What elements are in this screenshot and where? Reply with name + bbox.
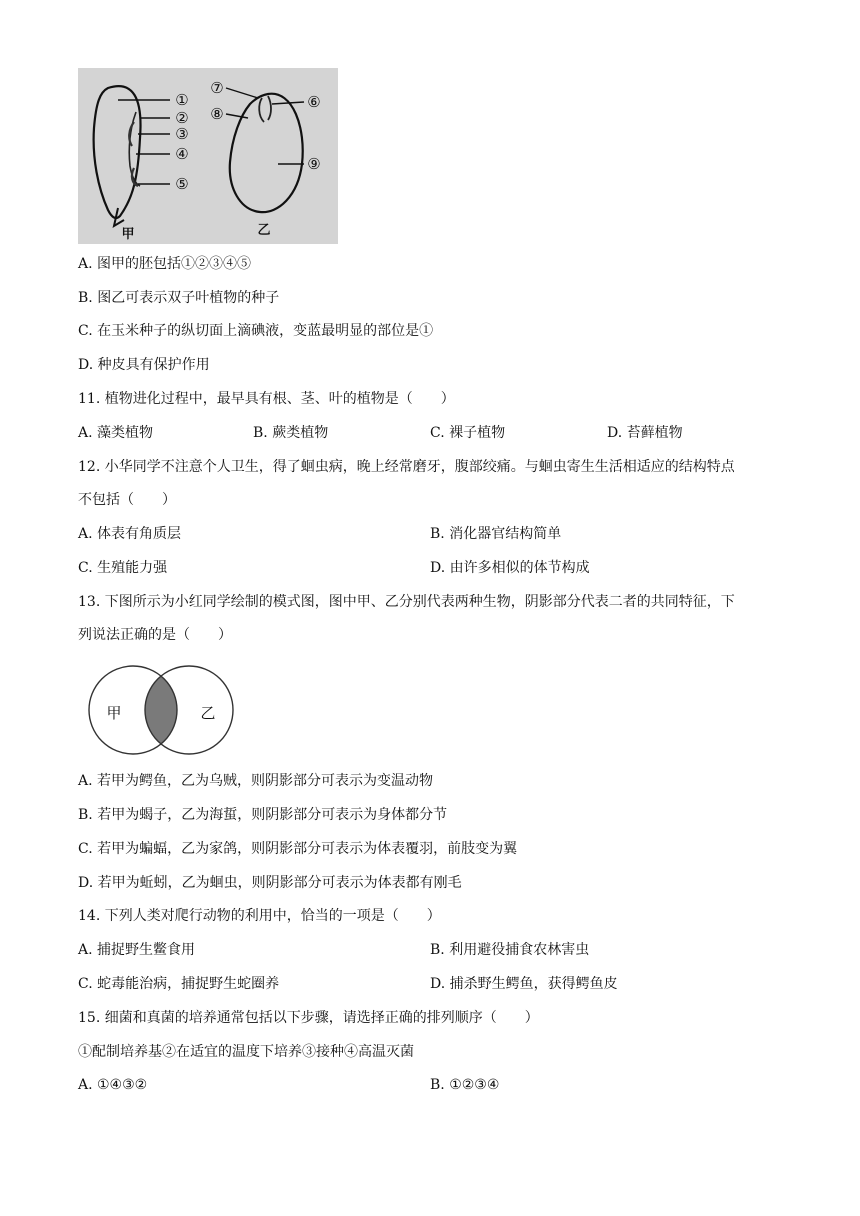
label-8: ⑧	[210, 105, 224, 123]
venn-label-right: 乙	[200, 704, 216, 722]
seed-diagram	[78, 68, 338, 244]
q13-option-d: D. 若甲为蚯蚓，乙为蛔虫，则阴影部分可表示为体表都有刚毛	[78, 875, 462, 891]
q12-stem-line2: 不包括（ ）	[78, 492, 176, 508]
q11-option-a: A. 藻类植物	[78, 425, 154, 441]
q11-option-d: D. 苔藓植物	[607, 425, 683, 441]
q12-option-d: D. 由许多相似的体节构成	[430, 560, 590, 576]
label-4: ④	[175, 145, 189, 163]
q13-option-c: C. 若甲为蝙蝠，乙为家鸽，则阴影部分可表示为体表覆羽，前肢变为翼	[78, 841, 518, 857]
label-7: ⑦	[210, 79, 224, 97]
q15-steps: ①配制培养基②在适宜的温度下培养③接种④高温灭菌	[78, 1044, 414, 1060]
venn-diagram	[80, 664, 242, 756]
q15-option-a: A. ①④③②	[78, 1077, 148, 1093]
q14-option-a: A. 捕捉野生鳖食用	[78, 942, 196, 958]
q14-option-c: C. 蛇毒能治病，捕捉野生蛇圈养	[78, 976, 280, 992]
label-9: ⑨	[307, 155, 321, 173]
label-1: ①	[175, 91, 189, 109]
q14-option-b: B. 利用避役捕食农林害虫	[430, 942, 590, 958]
q12-option-a: A. 体表有角质层	[78, 526, 182, 542]
venn-label-left: 甲	[106, 704, 122, 722]
q10-option-b: B. 图乙可表示双子叶植物的种子	[78, 290, 280, 306]
q13-stem-line2: 列说法正确的是（ ）	[78, 627, 232, 643]
caption-yi: 乙	[257, 223, 271, 238]
label-2: ②	[175, 109, 189, 127]
caption-jia: 甲	[121, 227, 135, 242]
seed-structure-figure	[78, 68, 338, 244]
q15-option-b: B. ①②③④	[430, 1077, 500, 1093]
q14-stem: 14. 下列人类对爬行动物的利用中，恰当的一项是（ ）	[78, 908, 441, 924]
q12-option-c: C. 生殖能力强	[78, 560, 168, 576]
q10-option-c: C. 在玉米种子的纵切面上滴碘液，变蓝最明显的部位是①	[78, 323, 434, 339]
q13-option-a: A. 若甲为鳄鱼，乙为乌贼，则阴影部分可表示为变温动物	[78, 773, 434, 789]
q14-option-d: D. 捕杀野生鳄鱼，获得鳄鱼皮	[430, 976, 618, 992]
q11-option-c: C. 裸子植物	[430, 425, 506, 441]
q12-option-b: B. 消化器官结构简单	[430, 526, 562, 542]
q10-option-a: A. 图甲的胚包括①②③④⑤	[78, 256, 252, 272]
label-5: ⑤	[175, 175, 189, 193]
q10-option-d: D. 种皮具有保护作用	[78, 357, 210, 373]
q15-stem: 15. 细菌和真菌的培养通常包括以下步骤，请选择正确的排列顺序（ ）	[78, 1010, 539, 1026]
label-6: ⑥	[307, 93, 321, 111]
q11-option-b: B. 蕨类植物	[253, 425, 329, 441]
q12-stem-line1: 12. 小华同学不注意个人卫生，得了蛔虫病，晚上经常磨牙，腹部绞痛。与蛔虫寄生生活相适应的结构特点	[78, 459, 735, 475]
q13-stem-line1: 13. 下图所示为小红同学绘制的模式图，图中甲、乙分别代表两种生物，阴影部分代表二者的共同特征，下	[78, 594, 735, 610]
label-3: ③	[175, 125, 189, 143]
q11-stem: 11. 植物进化过程中，最早具有根、茎、叶的植物是（ ）	[78, 391, 455, 407]
q13-option-b: B. 若甲为蝎子，乙为海蜇，则阴影部分可表示为身体都分节	[78, 807, 448, 823]
